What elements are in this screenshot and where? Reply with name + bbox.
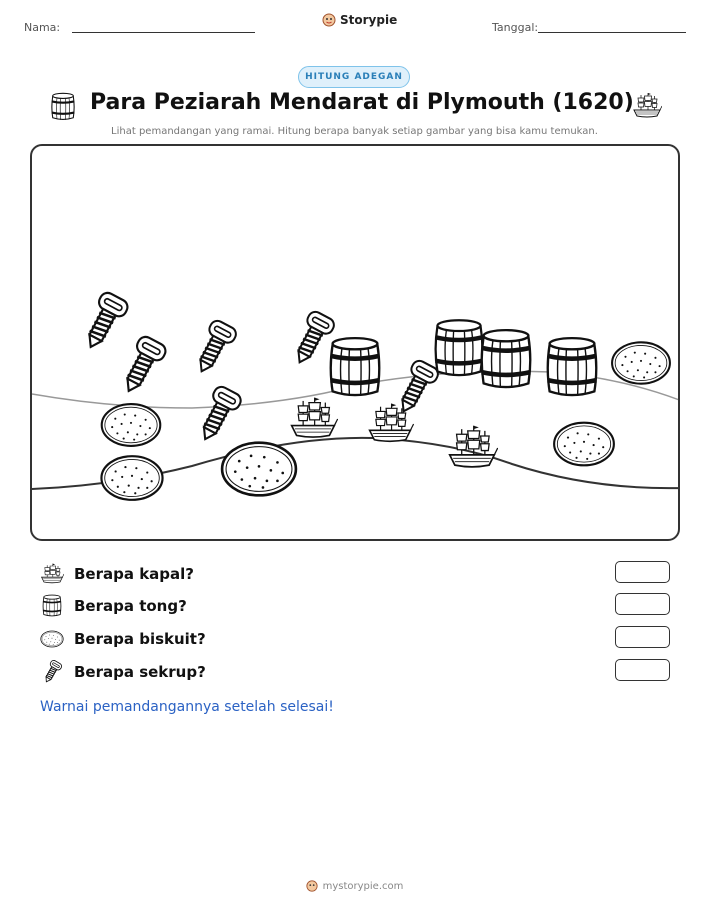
name-field[interactable] [72,32,255,33]
biscuit-icon [40,627,64,651]
question-text: Berapa kapal? [74,565,195,583]
screw-2 [116,334,168,398]
question-text: Berapa biskuit? [74,630,206,648]
barrel-icon [50,92,76,122]
screw-6 [392,358,441,417]
page-title: Para Peziarah Mendarat di Plymouth (1620) [90,90,634,115]
screw-3 [190,318,239,377]
answer-box-barrels[interactable] [615,593,670,615]
barrel-4 [548,338,597,396]
answer-box-biscuits[interactable] [615,626,670,648]
screw-1 [78,290,130,354]
screw-icon [40,660,64,684]
question-text: Berapa sekrup? [74,663,206,681]
brand-logo [322,13,397,27]
ship-icon [40,562,64,586]
instructions: Lihat pemandangan yang ramai. Hitung berapa banyak setiap gambar yang bisa kamu temukan. [111,126,598,137]
biscuit-1 [612,342,670,383]
ship-1 [292,398,338,437]
answer-box-ships[interactable] [615,561,670,583]
barrel-1 [331,338,380,396]
barrel-icon [40,594,64,618]
biscuit-5 [554,423,614,466]
biscuit-4 [222,443,296,496]
date-field-label: Tanggal: [492,21,539,34]
screw-4 [288,309,337,368]
ship-3 [450,426,498,467]
question-text: Berapa tong? [74,597,187,615]
footer [0,880,709,892]
answer-box-screws[interactable] [615,659,670,681]
date-field[interactable] [538,32,686,33]
question-screws [40,659,670,685]
closing-note: Warnai pemandangannya setelah selesai! [40,699,334,715]
counting-scene [30,144,680,541]
question-biscuits [40,626,670,652]
storypie-logo-icon [306,880,318,892]
brand-name: Storypie [340,13,398,27]
ship-icon [632,92,662,120]
screw-5 [193,384,244,446]
question-ships [40,561,670,587]
barrel-3 [482,330,531,388]
activity-badge: HITUNG ADEGAN [298,66,410,88]
biscuit-2 [102,404,161,446]
question-barrels [40,593,670,619]
footer-url[interactable]: mystorypie.com [322,880,404,892]
storypie-logo-icon [322,13,336,27]
name-field-label: Nama: [24,21,61,34]
barrel-2 [436,320,483,376]
biscuit-3 [101,456,162,500]
